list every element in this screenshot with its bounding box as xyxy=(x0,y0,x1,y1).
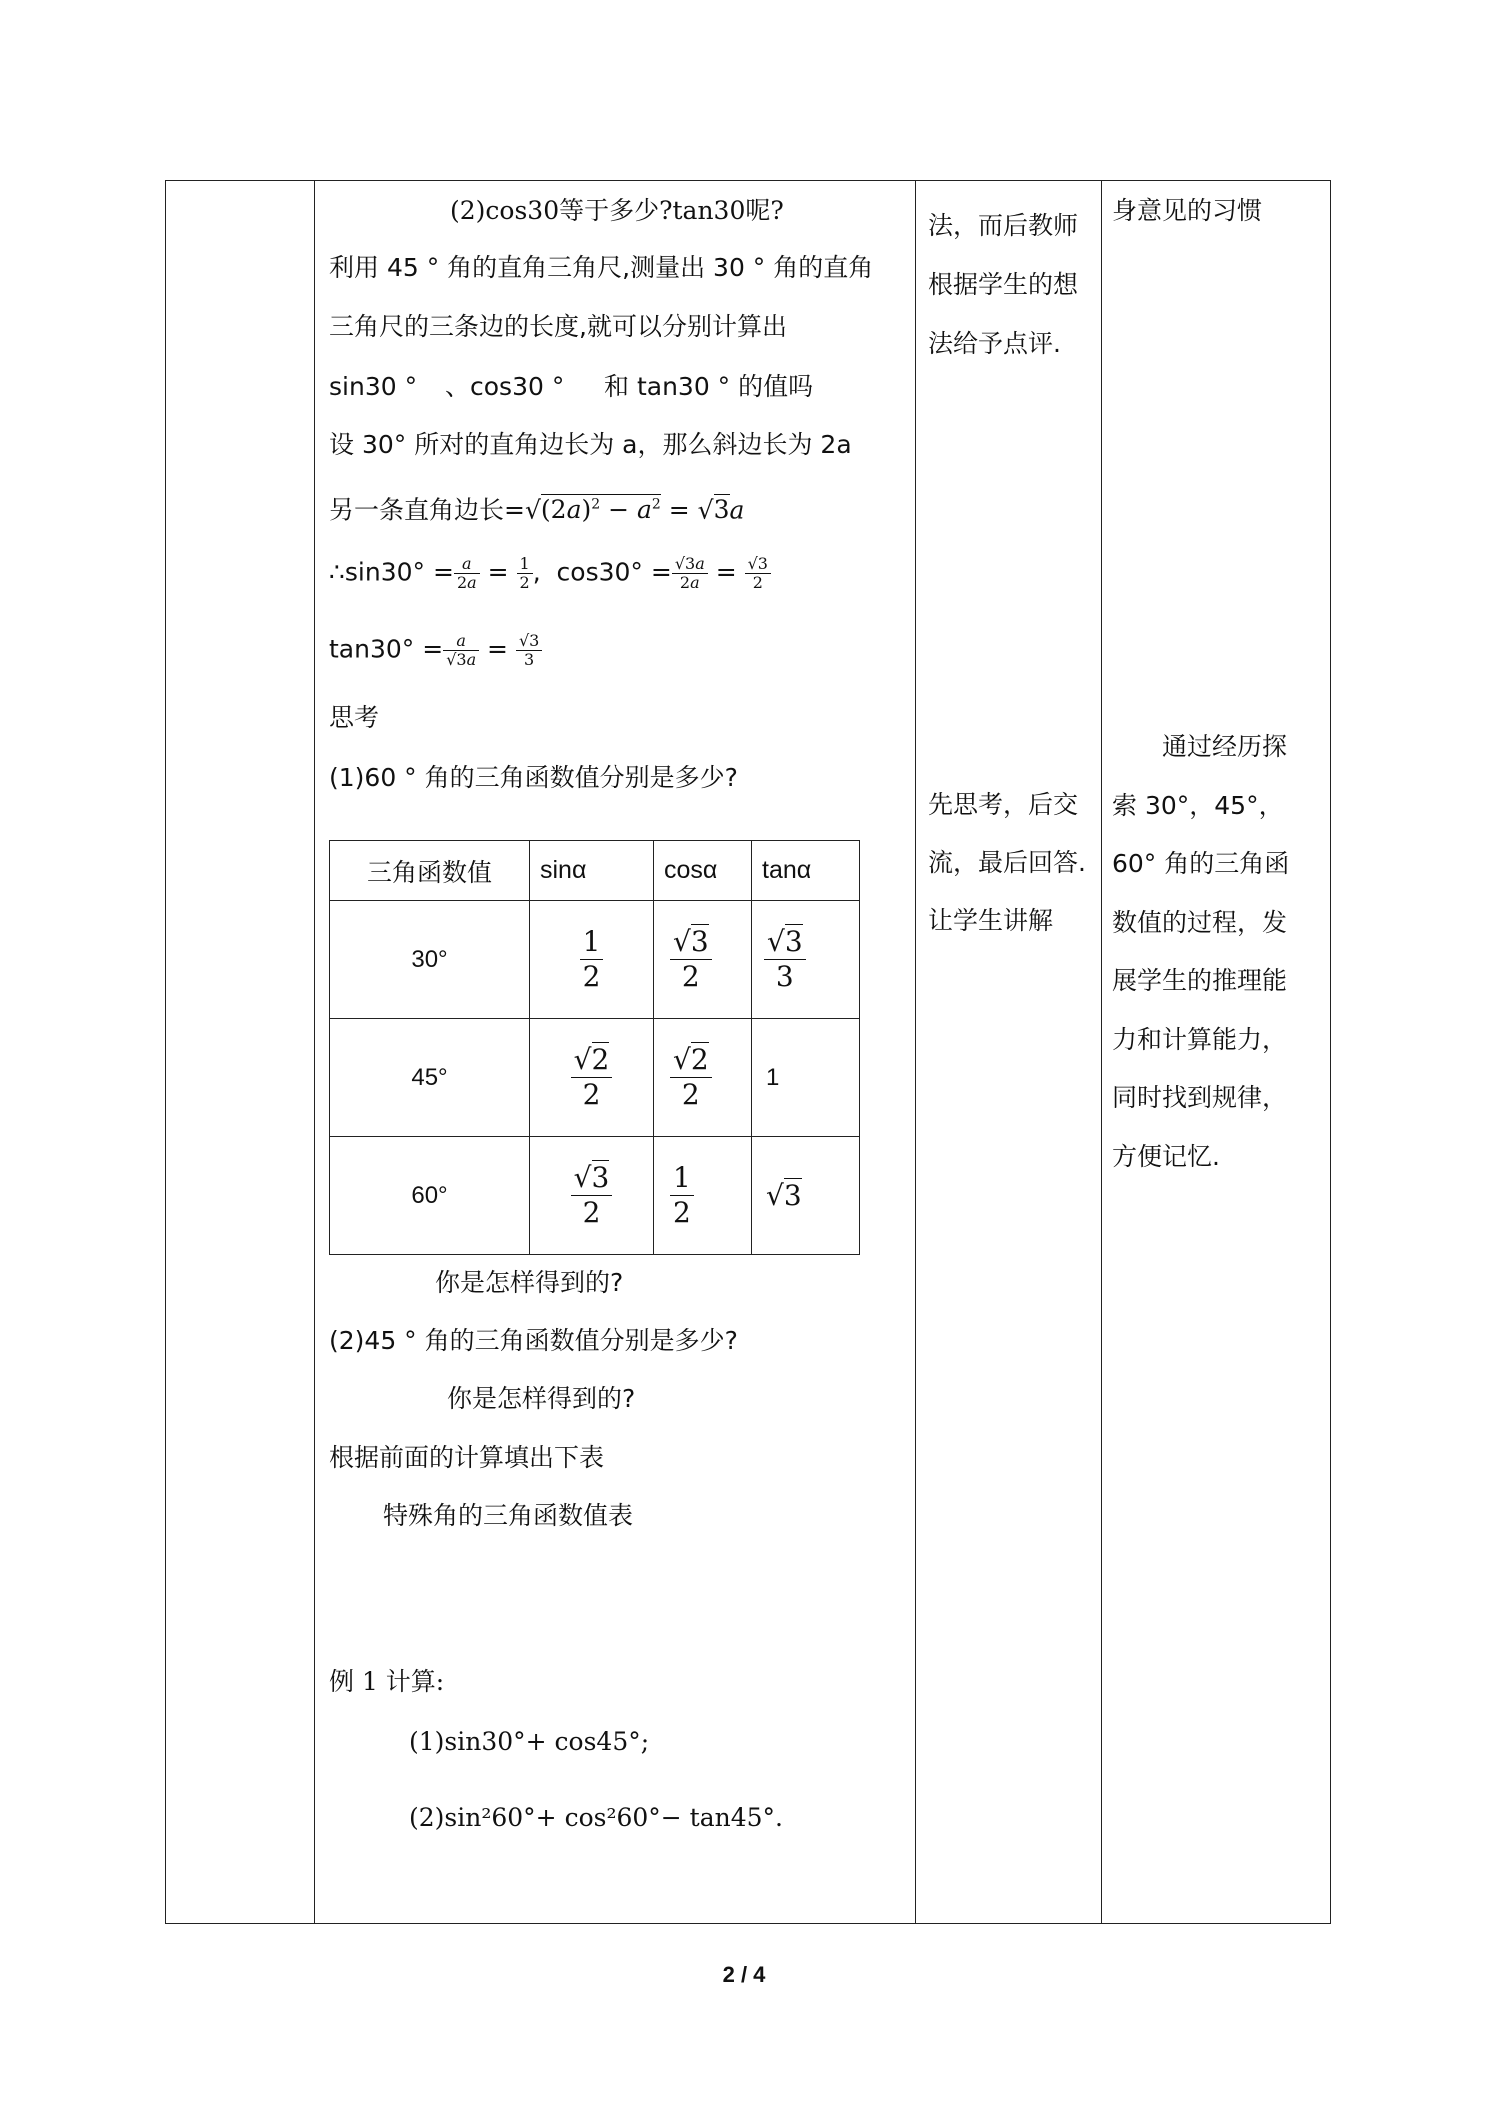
col3-line: 法，而后教师 xyxy=(928,211,1079,240)
formula-prefix: 另一条直角边长= xyxy=(329,495,525,525)
design-intent-mid xyxy=(1112,718,1289,1186)
text-line-b: 三角尺的三条边的长度,就可以分别计算出 xyxy=(329,312,787,341)
angle-45: 45° xyxy=(330,1019,530,1137)
col4-line: 同时找到规律， xyxy=(1112,1083,1288,1112)
text-line-a: 利用 45 ° 角的直角三角尺,测量出 30 ° 角的直角 xyxy=(329,253,874,282)
question-60: (1)60 ° 角的三角函数值分别是多少? xyxy=(329,763,738,792)
col3-line: 流，最后回答. xyxy=(928,848,1086,877)
header-tan: tanα xyxy=(752,841,860,901)
formula-adjacent-side xyxy=(329,490,744,525)
student-activity-mid xyxy=(928,776,1086,950)
col3-line: 根据学生的想 xyxy=(928,270,1079,299)
text-line-d: 设 30° 所对的直角边长为 a，那么斜边长为 2a xyxy=(329,430,852,459)
tan30-value: $\frac{√3}{3}$ xyxy=(752,901,860,1019)
cos60-value: $\frac{1}{2}$ xyxy=(654,1137,752,1255)
cos45-value: $\frac{√2}{2}$ xyxy=(654,1019,752,1137)
fill-table-instruction: 根据前面的计算填出下表 xyxy=(329,1443,605,1472)
col3-line: 先思考，后交 xyxy=(928,790,1079,819)
cos30-value: $\frac{√3}{2}$ xyxy=(654,901,752,1019)
how-question-1: 你是怎样得到的? xyxy=(435,1268,624,1297)
col3-line: 让学生讲解 xyxy=(928,906,1054,935)
header-sin: sinα xyxy=(530,841,654,901)
col4-line: 展学生的推理能 xyxy=(1112,966,1288,995)
sin30-value: $\frac{1}{2}$ xyxy=(530,901,654,1019)
tan45-value: 1 xyxy=(752,1019,860,1137)
col4-line: 索 30°，45°， xyxy=(1112,790,1284,820)
example-1-part-2: (2)sin²60°+ cos²60°− tan45°. xyxy=(409,1803,783,1832)
col4-line: 60° 角的三角函 xyxy=(1112,849,1290,878)
col4-line: 通过经历探 xyxy=(1112,732,1288,761)
table-row xyxy=(330,1137,860,1255)
table-row xyxy=(330,1019,860,1137)
page-number: 2 / 4 xyxy=(722,1962,766,1987)
column-divider-3 xyxy=(1101,180,1102,1924)
sqrt-expression: $√(2a)^2 - a^2 = √3a$ xyxy=(524,495,745,525)
angle-30: 30° xyxy=(330,901,530,1019)
example-1-label: 例 1 计算: xyxy=(329,1667,445,1696)
think-label: 思考 xyxy=(329,703,380,732)
text-line-c1: sin30 ° xyxy=(329,372,418,401)
col4-line: 方便记忆. xyxy=(1112,1141,1220,1171)
col3-line: 法给予点评. xyxy=(928,329,1061,358)
text-line-c3: 和 tan30 ° 的值吗 xyxy=(604,372,814,401)
how-question-2: 你是怎样得到的? xyxy=(447,1384,636,1413)
sin60-value: $\frac{√3}{2}$ xyxy=(530,1137,654,1255)
text-line-c2: 、cos30 ° xyxy=(445,372,565,401)
header-cos: cosα xyxy=(654,841,752,901)
tan60-value: √3 xyxy=(752,1137,860,1255)
col4-line: 数值的过程，发 xyxy=(1112,907,1288,937)
formula-sin-cos-30: ∴sin30° = $\frac{a}{2a}$ = $\frac{1}{2}$ , cos30° = $\frac{√3a}{2a}$ = $\frac{√3}{2}$ xyxy=(329,555,771,592)
example-1-part-1: (1)sin30°+ cos45°; xyxy=(409,1727,650,1756)
angle-60: 60° xyxy=(330,1137,530,1255)
special-angle-table-title: 特殊角的三角函数值表 xyxy=(383,1501,634,1530)
column-divider-1 xyxy=(314,180,315,1924)
header-trig-value: 三角函数值 xyxy=(330,841,530,901)
teacher-activity-top xyxy=(928,196,1078,373)
column-divider-2 xyxy=(915,180,916,1924)
sin45-value: $\frac{√2}{2}$ xyxy=(530,1019,654,1137)
col4-line: 力和计算能力， xyxy=(1112,1024,1288,1054)
table-row xyxy=(330,901,860,1019)
question-cos30: (2)cos30等于多少?tan30呢? xyxy=(450,196,784,225)
question-45: (2)45 ° 角的三角函数值分别是多少? xyxy=(329,1326,738,1355)
trig-values-table xyxy=(329,840,860,1255)
design-intent-top: 身意见的习惯 xyxy=(1112,196,1263,225)
formula-tan-30: tan30° = $\frac{a}{√3a}$ = $\frac{√3}{3}$ xyxy=(329,632,542,669)
